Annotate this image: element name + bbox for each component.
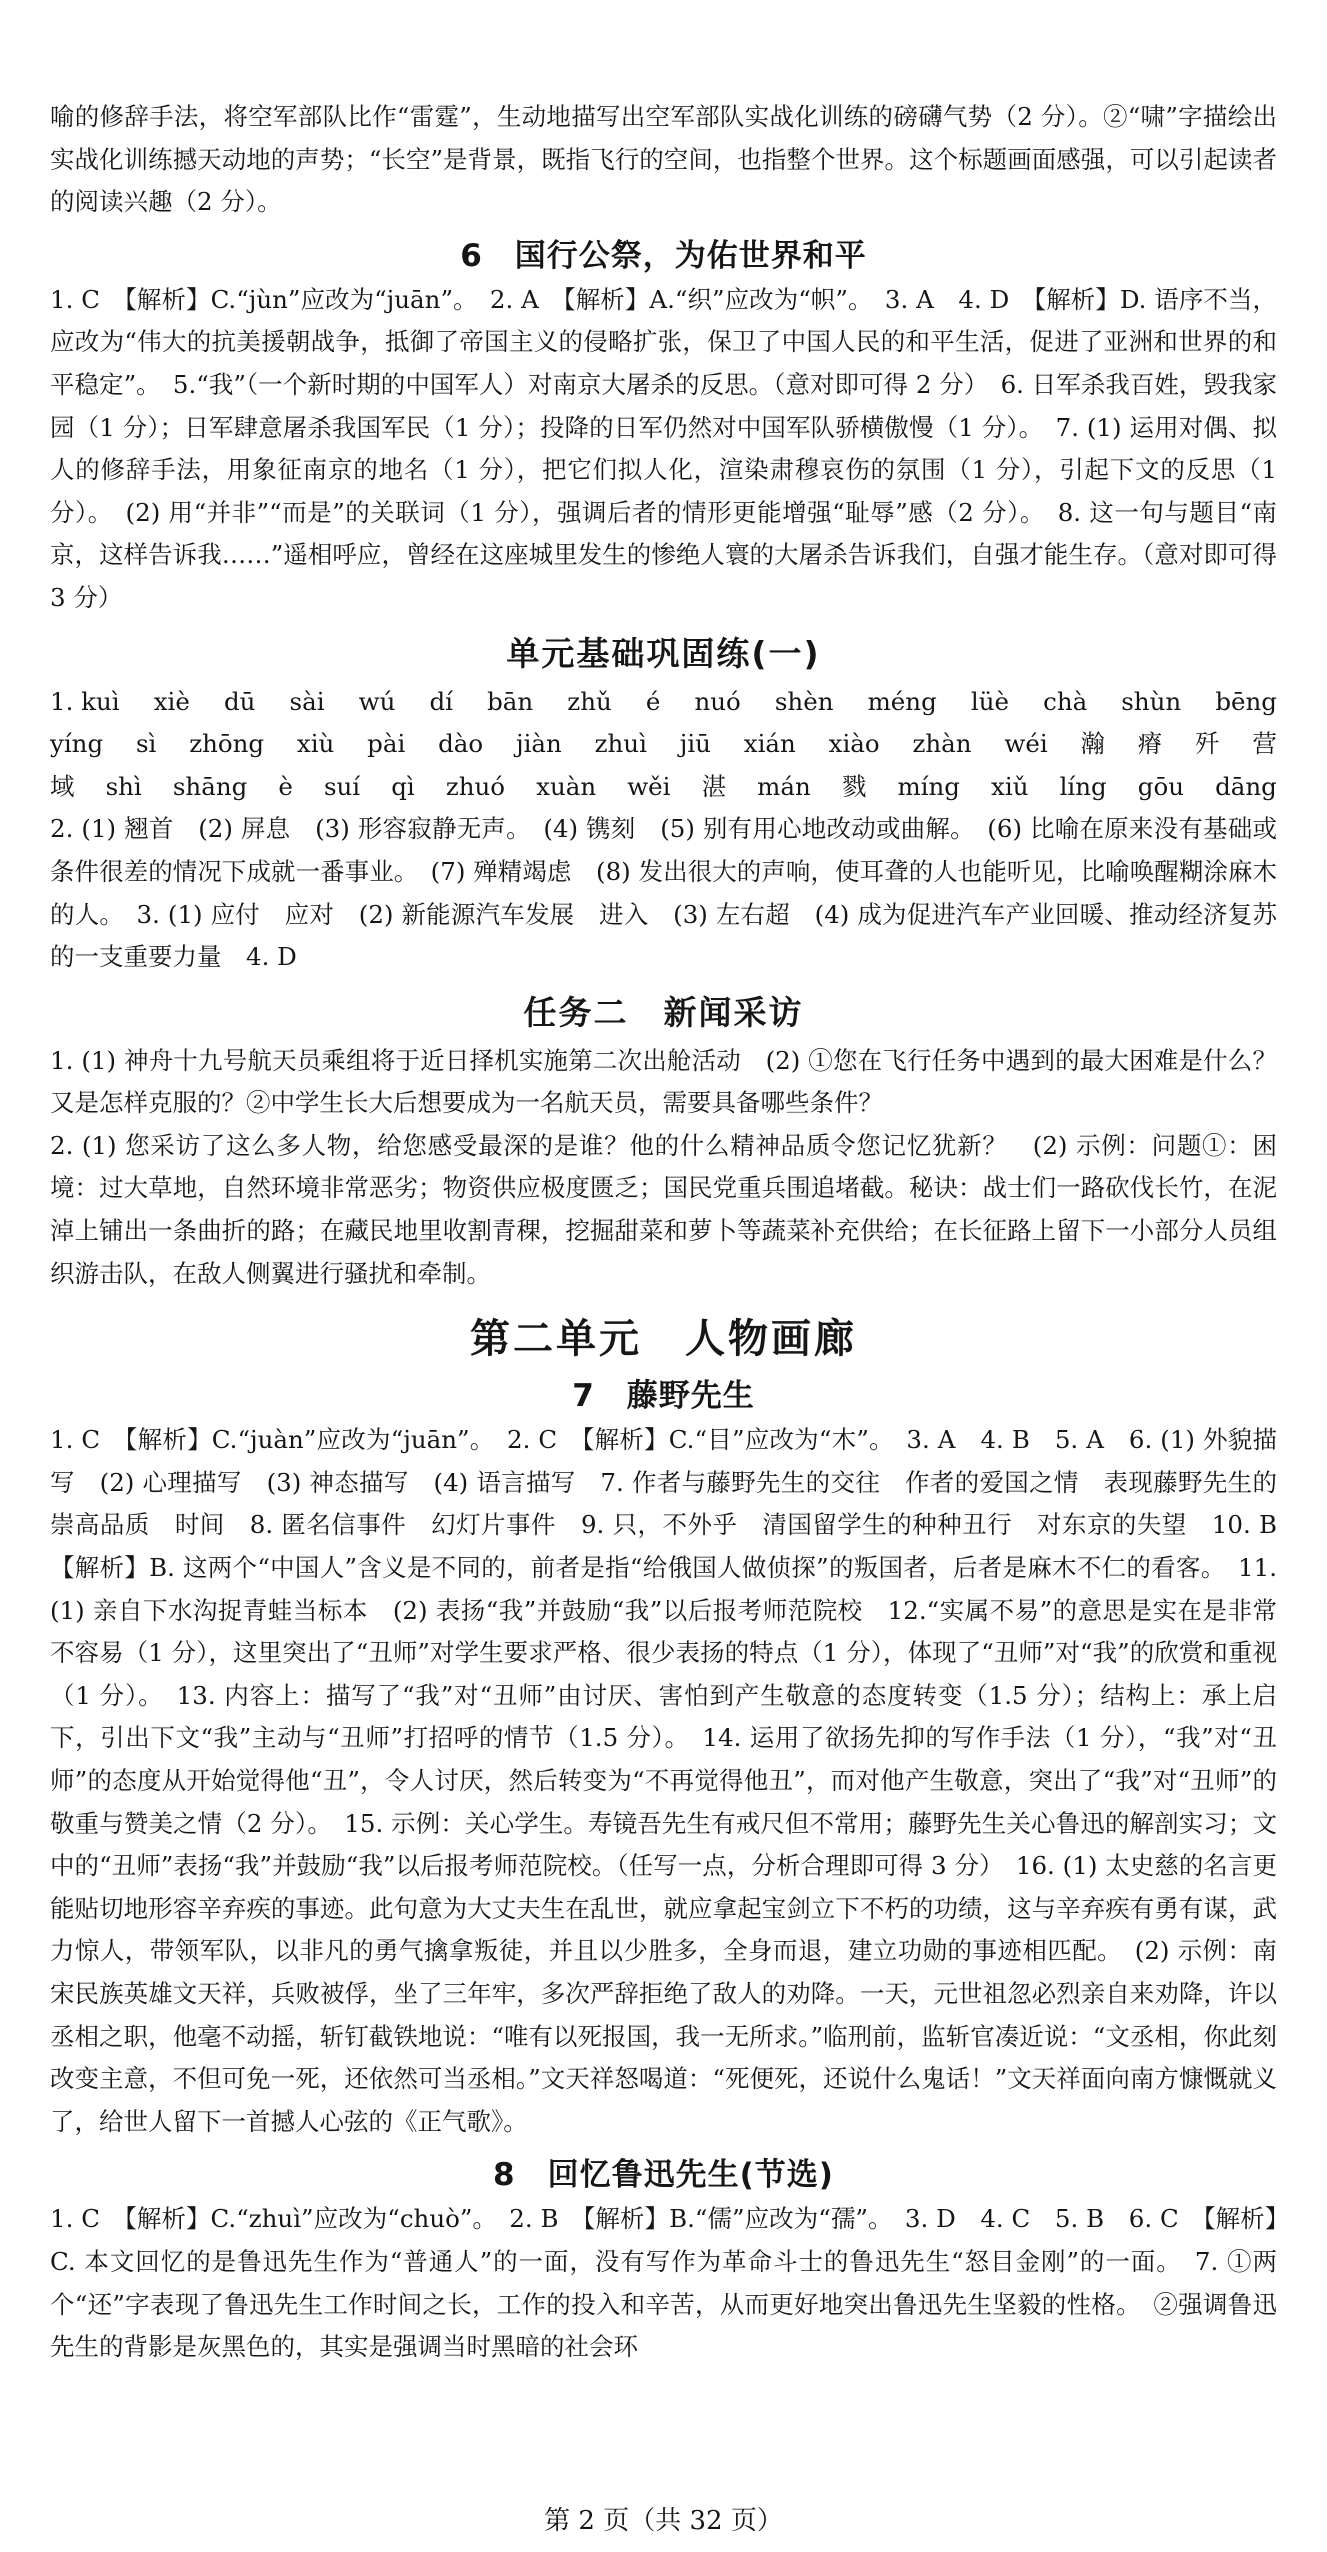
- pinyin-item: qì: [391, 771, 415, 801]
- pinyin-item: 湛: [701, 771, 727, 801]
- pinyin-item: líng: [1059, 771, 1107, 801]
- pinyin-item: dào: [438, 729, 484, 759]
- intro-paragraph: 喻的修辞手法，将空军部队比作“雷霆”，生动地描写出空军部队实战化训练的磅礴气势（2 分）。②“啸”字描绘出实战化训练撼天动地的声势；“长空”是背景，既指飞行的空间，也指整个世界。这个标题画面感强，可以引起读者的阅读兴趣（2 分）。: [50, 102, 1277, 217]
- pinyin-item: shùn: [1121, 686, 1182, 716]
- pinyin-item: zhuó: [445, 771, 506, 801]
- pinyin-item: shèn: [774, 686, 834, 716]
- pinyin-item: nuó: [694, 686, 741, 716]
- pinyin-item: 瘠: [1137, 729, 1163, 759]
- pinyin-item: sì: [135, 729, 157, 759]
- section-7-body: [50, 1419, 1302, 2143]
- pinyin-item: é: [645, 686, 661, 716]
- pinyin-row: [50, 681, 1277, 724]
- pinyin-item: zhàn: [912, 729, 972, 759]
- section-7-text: 1. C 【解析】C.“juàn”应改为“juān”。 2. C 【解析】C.“目”应改为“木”。 3. A 4. B 5. A 6. (1) 外貌描写 (2) 心理描写 (3) 神态描写 (4) 语言描写 7. 作者与藤野先生的交往 作者的爱国之情 表现藤野先生的崇高品质 时间 8. 匿名信事件 幻灯片事件 9. 只，不外乎 清国留学生的种种丑行 对东京的失望 10. B 【解析】B. 这两个“中国人”含义是不同的，前者是指“给俄国人做侦探”的叛国者，后者是麻木不仁的看客。 11. (1) 亲自下水沟捉青蛙当标本 (2) 表扬“我”并鼓励“我”以后报考师范院校 12.“实属不易”的意思是实在是非常不容易（1 分），这里突出了“丑师”对学生要求严格、很少表扬的特点（1 分），体现了“丑师”对“我”的欣赏和重视（1 分）。 13. 内容上：描写了“我”对“丑师”由讨厌、害怕到产生敬意的态度转变（1.5 分）；结构上：承上启下，引出下文“我”主动与“丑师”打招呼的情节（1.5 分）。 14. 运用了欲扬先抑的写作手法（1 分），“我”对“丑师”的态度从开始觉得他“丑”，令人讨厌，然后转变为“不再觉得他丑”，而对他产生敬意，突出了“我”对“丑师”的敬重与赞美之情（2 分）。 15. 示例：关心学生。寿镜吾先生有戒尺但不常用；藤野先生关心鲁迅的解剖实习；文中的“丑师”表扬“我”并鼓励“我”以后报考师范院校。（任写一点，分析合理即可得 3 分） 16. (1) 太史慈的名言更能贴切地形容辛弃疾的事迹。此句意为大丈夫生在乱世，就应拿起宝剑立下不朽的功绩，这与辛弃疾有勇有谋，武力惊人，带领军队，以非凡的勇气擒拿叛徒，并且以少胜多，全身而退，建立功勋的事迹相匹配。 (2) 示例：南宋民族英雄文天祥，兵败被俘，坐了三年牢，多次严辞拒绝了敌人的劝降。一天，元世祖忽必烈亲自来劝降，许以丞相之职，他毫不动摇，斩钉截铁地说：“唯有以死报国，我一无所求。”临刑前，监斩官凑近说：“文丞相，你此刻改变主意，不但可免一死，还依然可当丞相。”文天祥怒喝道：“死便死，还说什么鬼话！”文天祥面向南方慷慨就义了，给世人留下一首撼人心弦的《正气歌》。: [50, 1425, 1302, 2136]
- pinyin-item: míng: [897, 771, 960, 801]
- pinyin-item: jiū: [679, 729, 711, 759]
- pinyin-item: xiǔ: [991, 771, 1029, 801]
- unit-basic-title: 单元基础巩固练(一): [506, 633, 821, 673]
- pinyin-item: shāng: [172, 771, 248, 801]
- pinyin-item: dū: [223, 686, 256, 716]
- pinyin-item: yíng: [50, 729, 104, 759]
- pinyin-item: xiù: [296, 729, 335, 759]
- pinyin-item: zhǔ: [567, 686, 612, 716]
- pinyin-item: chà: [1043, 686, 1088, 716]
- pinyin-block: [50, 681, 1277, 809]
- pinyin-item: bān: [487, 686, 534, 716]
- pinyin-item: 瀚: [1080, 729, 1105, 759]
- pinyin-row: [50, 723, 1277, 766]
- pinyin-item: 戮: [841, 771, 867, 801]
- pinyin-item: 1. kuì: [50, 686, 120, 716]
- pinyin-item: lüè: [970, 686, 1009, 716]
- unit-basic-text: 2. (1) 翘首 (2) 屏息 (3) 形容寂静无声。 (4) 镌刻 (5) 别有用心地改动或曲解。 (6) 比喻在原来没有基础或条件很差的情况下成就一番事业。 (7) 殚精竭虑 (8) 发出很大的声响，使耳聋的人也能听见，比喻唤醒糊涂麻木的人。 3. (1) 应付 应对 (2) 新能源汽车发展 进入 (3) 左右超 (4) 成为促进汽车产业回暖、推动经济复苏的一支重要力量 4. D: [50, 814, 1277, 972]
- pinyin-item: 域: [50, 771, 75, 801]
- pinyin-item: xuàn: [536, 771, 597, 801]
- pinyin-item: 营: [1252, 729, 1277, 759]
- task-2-paragraph: 1. (1) 神舟十九号航天员乘组将于近日择机实施第二次出舱活动 (2) ①您在飞行任务中遇到的最大困难是什么？又是怎样克服的？②中学生长大后想要成为一名航天员，需要具备哪些条件？: [50, 1045, 1277, 1118]
- pinyin-item: è: [278, 771, 293, 801]
- pinyin-item: dí: [429, 686, 454, 716]
- section-6-title: 6 国行公祭，为佑世界和平: [460, 237, 867, 274]
- unit-2-title: 第二单元 人物画廊: [470, 1316, 857, 1363]
- pinyin-item: bēng: [1215, 686, 1277, 716]
- pinyin-item: gōu: [1137, 771, 1184, 801]
- pinyin-item: xiè: [153, 686, 190, 716]
- pinyin-item: zhuì: [594, 729, 647, 759]
- section-6-text: 1. C 【解析】C.“jùn”应改为“juān”。 2. A 【解析】A.“织”应改为“帜”。 3. A 4. D 【解析】D. 语序不当，应改为“伟大的抗美援朝战争，抵御了帝国主义的侵略扩张，保卫了中国人民的和平生活，促进了亚洲和世界的和平稳定”。 5.“我”（一个新时期的中国军人）对南京大屠杀的反思。（意对即可得 2 分） 6. 日军杀我百姓，毁我家园（1 分）；日军肆意屠杀我国军民（1 分）；投降的日军仍然对中国军队骄横傲慢（1 分）。 7. (1) 运用对偶、拟人的修辞手法，用象征南京的地名（1 分），把它们拟人化，渲染肃穆哀伤的氛围（1 分），引起下文的反思（1 分）。 (2) 用“并非”“而是”的关联词（1 分），强调后者的情形更能增强“耻辱”感（2 分）。 8. 这一句与题目“南京，这样告诉我……”遥相呼应，曾经在这座城里发生的惨绝人寰的大屠杀告诉我们，自强才能生存。（意对即可得 3 分）: [50, 284, 1277, 612]
- section-8-text: 1. C 【解析】C.“zhuì”应改为“chuò”。 2. B 【解析】B.“儒”应改为“孺”。 3. D 4. C 5. B 6. C 【解析】C. 本文回忆的是鲁迅先生作为“普通人”的一面，没有写作为革命斗士的鲁迅先生“怒目金刚”的一面。 7. ①两个“还”字表现了鲁迅先生工作时间之长，工作的投入和辛苦，从而更好地突出鲁迅先生坚毅的性格。 ②强调鲁迅先生的背影是灰黑色的，其实是强调当时黑暗的社会环: [50, 2204, 1277, 2362]
- pinyin-item: méng: [867, 686, 937, 716]
- pinyin-item: wéi: [1004, 729, 1048, 759]
- pinyin-item: wěi: [627, 771, 671, 801]
- section-8-title: 8 回忆鲁迅先生(节选): [493, 2157, 834, 2194]
- pinyin-item: jiàn: [515, 729, 562, 759]
- pinyin-item: suí: [323, 771, 361, 801]
- pinyin-item: 歼: [1195, 729, 1220, 759]
- pinyin-item: xián: [743, 729, 796, 759]
- task-2-paragraph: 2. (1) 您采访了这么多人物，给您感受最深的是谁？他的什么精神品质令您记忆犹新？ (2) 示例：问题①：困境：过大草地，自然环境非常恶劣；物资供应极度匮乏；国民党重兵围追堵截。秘诀：战士们一路砍伐长竹，在泥淖上铺出一条曲折的路；在藏民地里收割青稞，挖掘甜菜和萝卜等蔬菜补充供给；在长征路上留下一小部分人员组织游击队，在敌人侧翼进行骚扰和牵制。: [50, 1130, 1277, 1288]
- unit-basic-body: [50, 808, 1277, 978]
- pinyin-item: pài: [367, 729, 406, 759]
- pinyin-item: wú: [358, 686, 396, 716]
- pinyin-item: dāng: [1215, 771, 1277, 801]
- task-2-body: [50, 1040, 1277, 1296]
- task-2-title: 任务二 新闻采访: [523, 992, 804, 1032]
- pinyin-row: [50, 766, 1277, 809]
- pinyin-item: mán: [757, 771, 811, 801]
- pinyin-item: shì: [105, 771, 142, 801]
- pinyin-item: xiào: [828, 729, 880, 759]
- intro-block: [50, 96, 1277, 224]
- pinyin-item: zhōng: [189, 729, 265, 759]
- section-7-title: 7 藤野先生: [572, 1378, 755, 1415]
- section-8-body: [50, 2198, 1277, 2368]
- section-6-body: [50, 279, 1277, 620]
- pinyin-item: sài: [289, 686, 325, 716]
- page-footer: 第 2 页（共 32 页）: [544, 2506, 783, 2536]
